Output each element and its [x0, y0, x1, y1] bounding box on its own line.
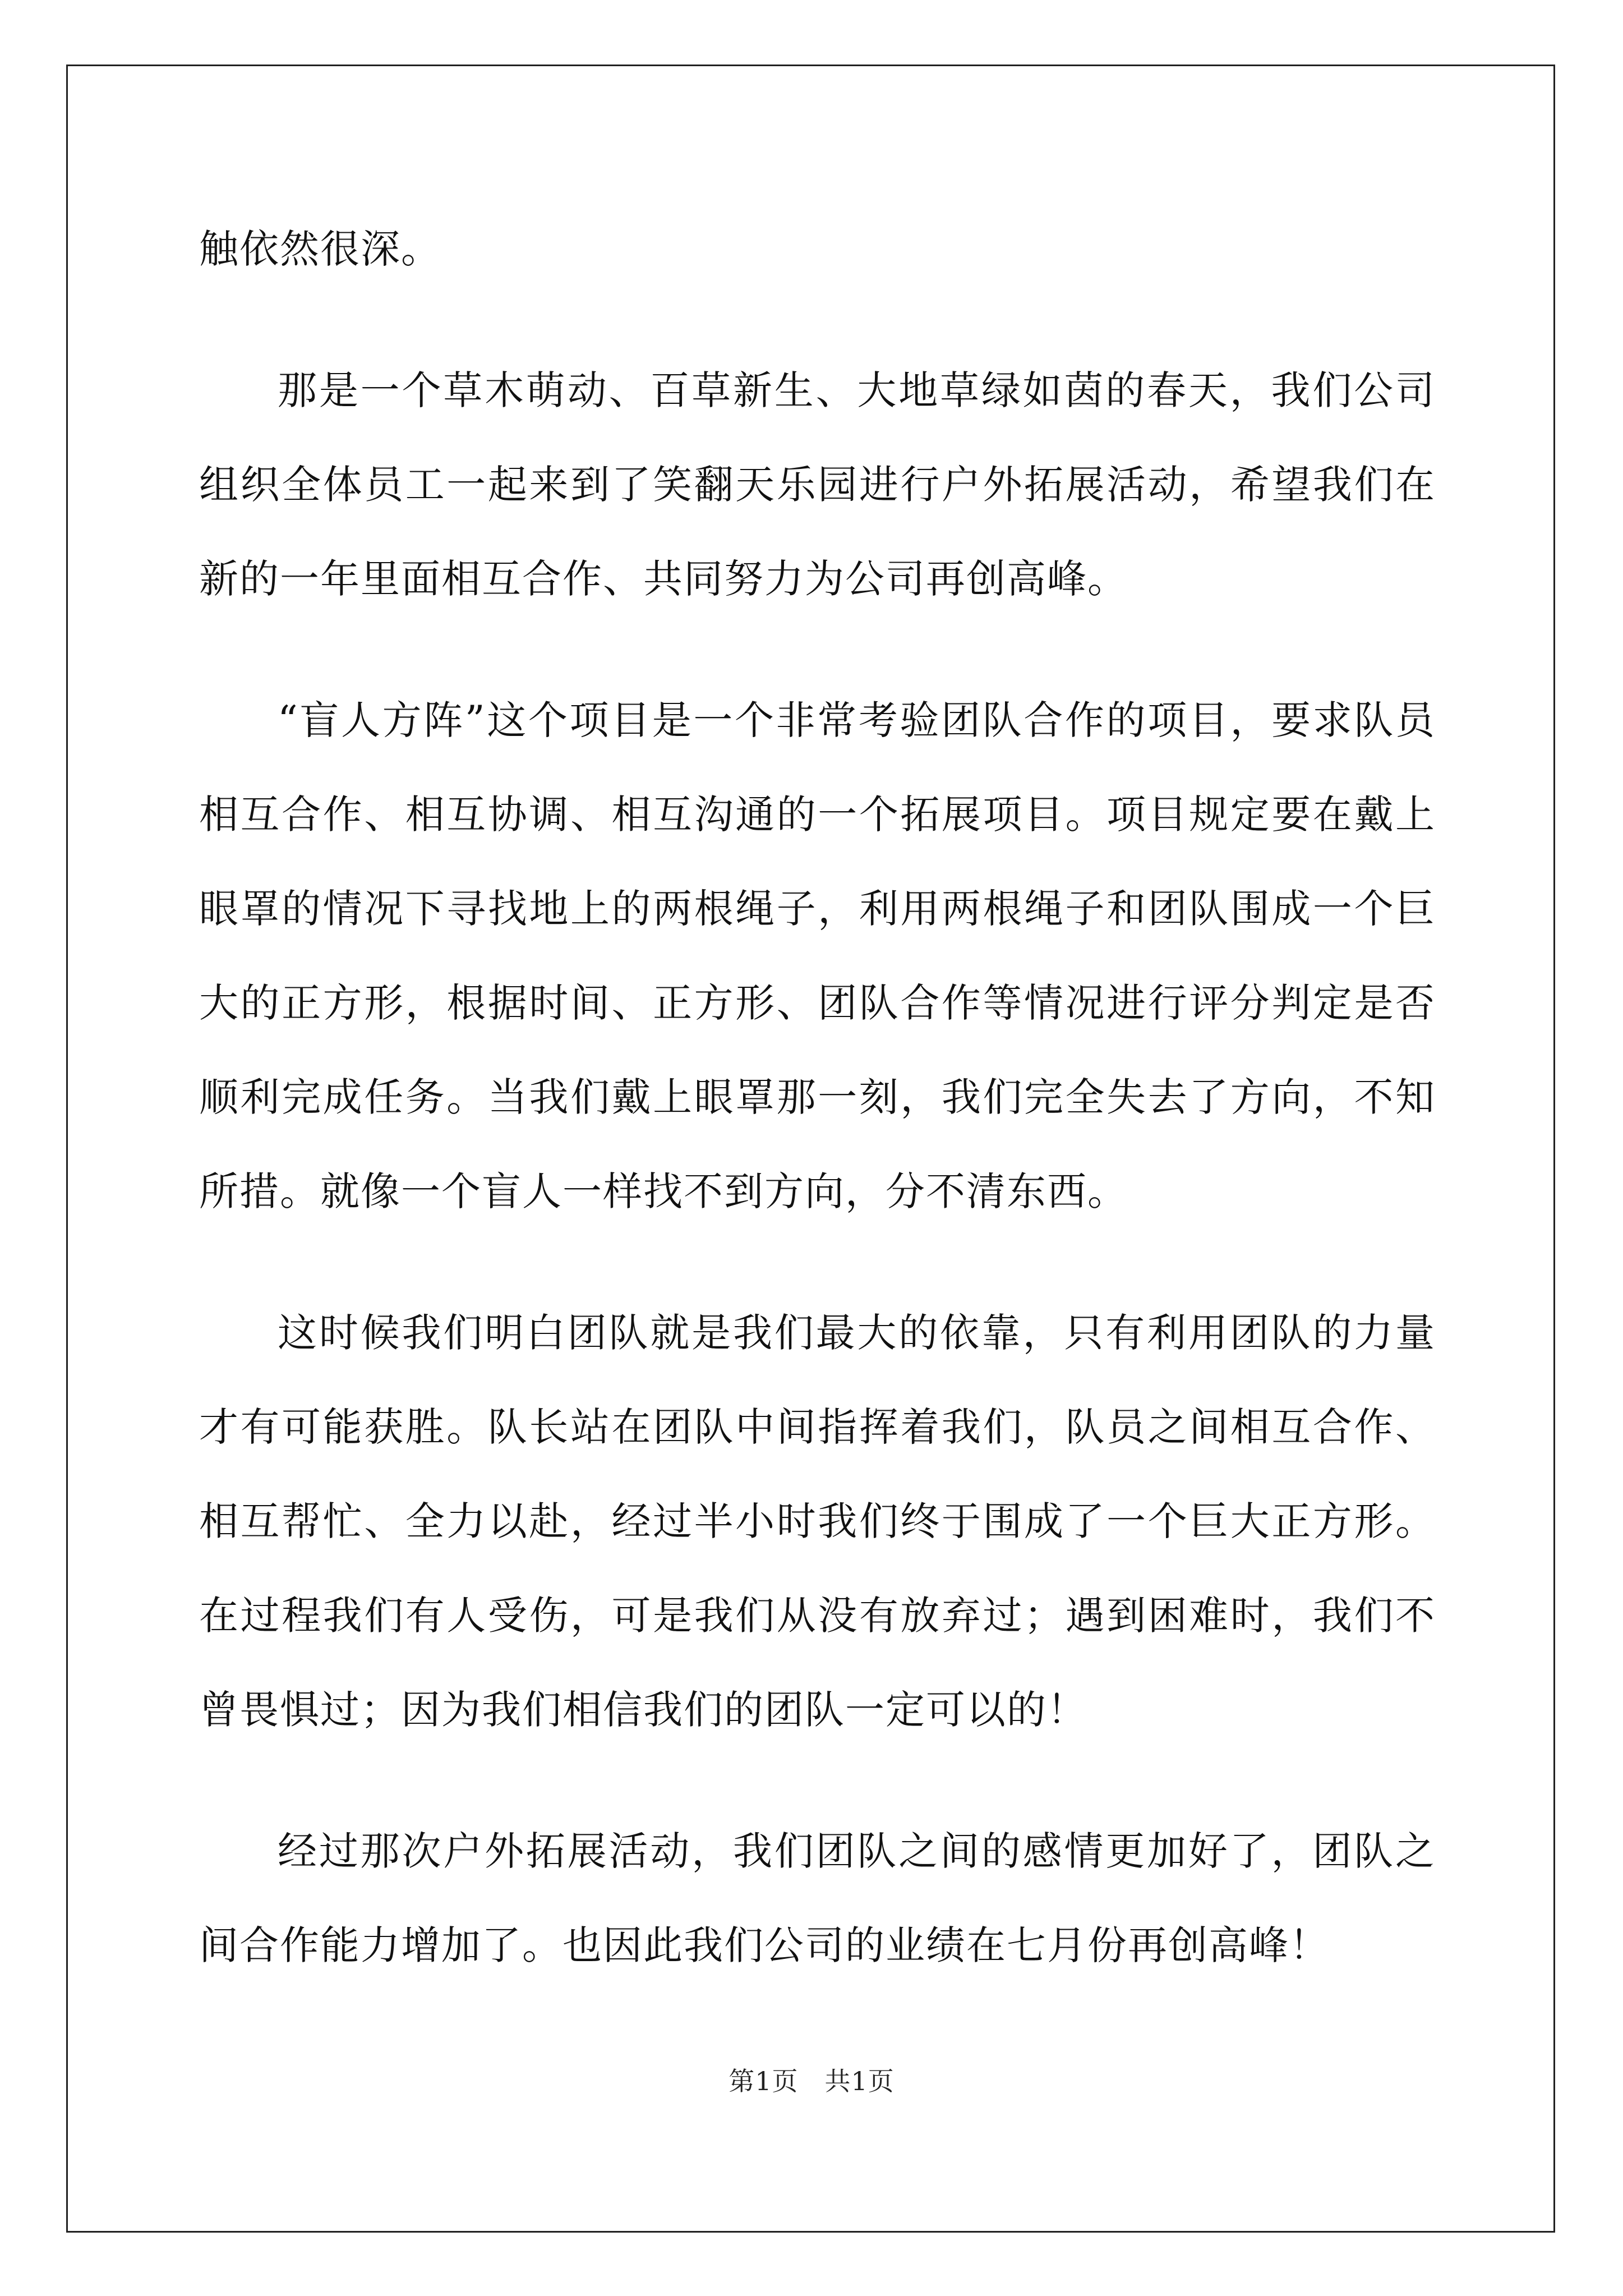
document-body: [199, 202, 1436, 2040]
paragraph-team-reliance: 这时候我们明白团队就是我们最大的依靠，只有利用团队的力量才有可能获胜。队长站在团队中间指挥着我们，队员之间相互合作、相互帮忙、全力以赴，经过半小时我们终于围成了一个巨大正方形。在过程我们有人受伤，可是我们从没有放弃过；遇到困难时，我们不曾畏惧过；因为我们相信我们的团队一定可以的！: [199, 1310, 1436, 1733]
paragraph-blind-square: “盲人方阵”这个项目是一个非常考验团队合作的项目，要求队员相互合作、相互协调、相互沟通的一个拓展项目。项目规定要在戴上眼罩的情况下寻找地上的两根绳子，利用两根绳子和团队围成一个巨大的正方形，根据时间、正方形、团队合作等情况进行评分判定是否顺利完成任务。当我们戴上眼罩那一刻，我们完全失去了方向，不知所措。就像一个盲人一样找不到方向，分不清东西。: [199, 697, 1436, 1214]
paragraph-conclusion: 经过那次户外拓展活动，我们团队之间的感情更加好了，团队之间合作能力增加了。也因此我们公司的业绩在七月份再创高峰！: [199, 1828, 1436, 1968]
paragraph-continuation: 触依然很深。: [199, 226, 441, 272]
paragraph-spring-outing: 那是一个草木萌动、百草新生、大地草绿如茵的春天，我们公司组织全体员工一起来到了笑翻天乐园进行户外拓展活动，希望我们在新的一年里面相互合作、共同努力为公司再创高峰。: [199, 367, 1436, 602]
page-number: 第1页 共1页: [728, 2066, 895, 2096]
